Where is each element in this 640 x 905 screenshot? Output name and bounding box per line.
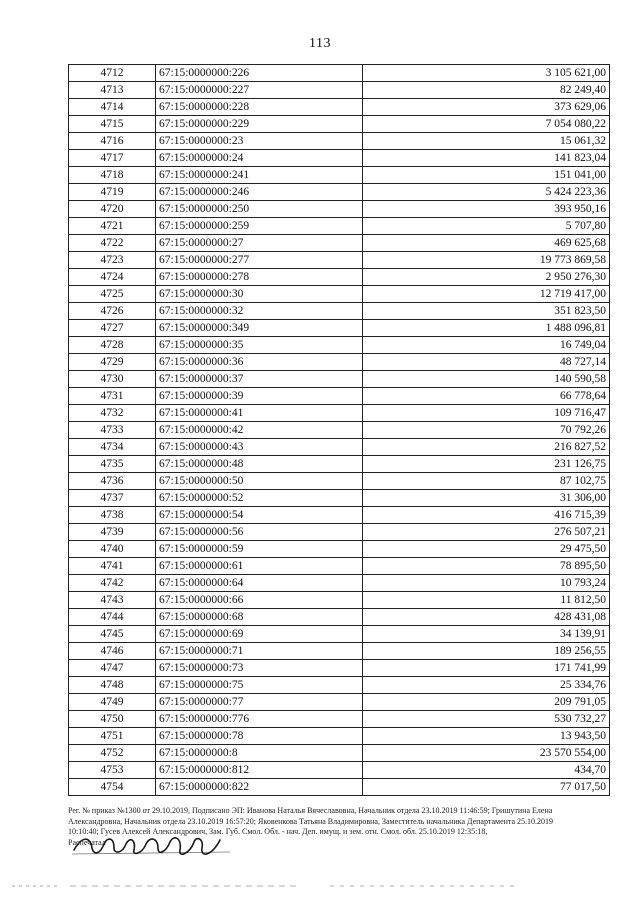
row-number-cell: 4745: [69, 626, 156, 643]
row-number-cell: 4753: [69, 762, 156, 779]
value-cell: 151 041,00: [363, 167, 610, 184]
cadastral-number-cell: 67:15:0000000:59: [156, 541, 363, 558]
row-number-cell: 4714: [69, 99, 156, 116]
cadastral-number-cell: 67:15:0000000:64: [156, 575, 363, 592]
value-cell: 171 741,99: [363, 660, 610, 677]
row-number-cell: 4731: [69, 388, 156, 405]
value-cell: 34 139,91: [363, 626, 610, 643]
value-cell: 25 334,76: [363, 677, 610, 694]
table-row: [69, 235, 610, 252]
row-number-cell: 4743: [69, 592, 156, 609]
row-number-cell: 4727: [69, 320, 156, 337]
value-cell: 82 249,40: [363, 82, 610, 99]
value-cell: 231 126,75: [363, 456, 610, 473]
row-number-cell: 4717: [69, 150, 156, 167]
cadastral-number-cell: 67:15:0000000:61: [156, 558, 363, 575]
table-row: [69, 541, 610, 558]
value-cell: 15 061,32: [363, 133, 610, 150]
table-row: [69, 354, 610, 371]
cadastral-number-cell: 67:15:0000000:812: [156, 762, 363, 779]
cadastral-number-cell: 67:15:0000000:77: [156, 694, 363, 711]
value-cell: 109 716,47: [363, 405, 610, 422]
cadastral-number-cell: 67:15:0000000:48: [156, 456, 363, 473]
cadastral-number-cell: 67:15:0000000:23: [156, 133, 363, 150]
value-cell: 11 812,50: [363, 592, 610, 609]
table-row: [69, 184, 610, 201]
cadastral-number-cell: 67:15:0000000:278: [156, 269, 363, 286]
table-row: [69, 575, 610, 592]
table-row: [69, 745, 610, 762]
table-row: [69, 286, 610, 303]
value-cell: 78 895,50: [363, 558, 610, 575]
row-number-cell: 4713: [69, 82, 156, 99]
value-cell: 530 732,27: [363, 711, 610, 728]
row-number-cell: 4724: [69, 269, 156, 286]
table-row: [69, 762, 610, 779]
cadastral-number-cell: 67:15:0000000:349: [156, 320, 363, 337]
table-row: [69, 201, 610, 218]
table-row: [69, 439, 610, 456]
handwritten-signature: [70, 830, 240, 860]
value-cell: 434,70: [363, 762, 610, 779]
cadastral-number-cell: 67:15:0000000:277: [156, 252, 363, 269]
table-row: [69, 609, 610, 626]
row-number-cell: 4734: [69, 439, 156, 456]
table-row: [69, 150, 610, 167]
table-row: [69, 388, 610, 405]
value-cell: 2 950 276,30: [363, 269, 610, 286]
cadastral-number-cell: 67:15:0000000:27: [156, 235, 363, 252]
value-cell: 469 625,68: [363, 235, 610, 252]
table-row: [69, 626, 610, 643]
row-number-cell: 4742: [69, 575, 156, 592]
table-row: [69, 371, 610, 388]
table-row: [69, 592, 610, 609]
row-number-cell: 4747: [69, 660, 156, 677]
table-row: [69, 252, 610, 269]
registry-table: [68, 64, 610, 796]
cadastral-number-cell: 67:15:0000000:52: [156, 490, 363, 507]
row-number-cell: 4737: [69, 490, 156, 507]
cadastral-number-cell: 67:15:0000000:30: [156, 286, 363, 303]
table-row: [69, 711, 610, 728]
value-cell: 393 950,16: [363, 201, 610, 218]
row-number-cell: 4754: [69, 779, 156, 796]
row-number-cell: 4736: [69, 473, 156, 490]
cadastral-number-cell: 67:15:0000000:229: [156, 116, 363, 133]
row-number-cell: 4752: [69, 745, 156, 762]
row-number-cell: 4716: [69, 133, 156, 150]
table-row: [69, 99, 610, 116]
cadastral-number-cell: 67:15:0000000:75: [156, 677, 363, 694]
value-cell: 141 823,04: [363, 150, 610, 167]
cadastral-number-cell: 67:15:0000000:776: [156, 711, 363, 728]
value-cell: 416 715,39: [363, 507, 610, 524]
row-number-cell: 4715: [69, 116, 156, 133]
row-number-cell: 4732: [69, 405, 156, 422]
row-number-cell: 4722: [69, 235, 156, 252]
row-number-cell: 4735: [69, 456, 156, 473]
value-cell: 16 749,04: [363, 337, 610, 354]
row-number-cell: 4749: [69, 694, 156, 711]
table-row: [69, 422, 610, 439]
row-number-cell: 4728: [69, 337, 156, 354]
value-cell: 13 943,50: [363, 728, 610, 745]
footer-line-2: Александровна, Начальник отдела 23.10.2019 16:57:20; Яковенкова Татьяна Владимировна, Заместитель начальника Департамента 25.10.2019: [68, 816, 554, 826]
cadastral-number-cell: 67:15:0000000:246: [156, 184, 363, 201]
table-row: [69, 694, 610, 711]
row-number-cell: 4729: [69, 354, 156, 371]
row-number-cell: 4733: [69, 422, 156, 439]
cadastral-number-cell: 67:15:0000000:71: [156, 643, 363, 660]
row-number-cell: 4723: [69, 252, 156, 269]
cadastral-number-cell: 67:15:0000000:73: [156, 660, 363, 677]
value-cell: 48 727,14: [363, 354, 610, 371]
cadastral-number-cell: 67:15:0000000:56: [156, 524, 363, 541]
value-cell: 70 792,26: [363, 422, 610, 439]
cadastral-number-cell: 67:15:0000000:35: [156, 337, 363, 354]
cadastral-number-cell: 67:15:0000000:41: [156, 405, 363, 422]
page-number: 113: [309, 36, 331, 51]
value-cell: 209 791,05: [363, 694, 610, 711]
cadastral-number-cell: 67:15:0000000:36: [156, 354, 363, 371]
row-number-cell: 4740: [69, 541, 156, 558]
cadastral-number-cell: 67:15:0000000:8: [156, 745, 363, 762]
table-row: [69, 524, 610, 541]
table-row: [69, 490, 610, 507]
value-cell: 1 488 096,81: [363, 320, 610, 337]
value-cell: 23 570 554,00: [363, 745, 610, 762]
table-row: [69, 643, 610, 660]
cadastral-number-cell: 67:15:0000000:259: [156, 218, 363, 235]
table-row: [69, 779, 610, 796]
row-number-cell: 4730: [69, 371, 156, 388]
table-row: [69, 303, 610, 320]
footer-line-1: Рег. № приказ №1300 от 29.10.2019, Подписано ЭП: Иванова Наталья Вячеславовна, Начальник отдела 23.10.2019 11:46:59; Гришутина Елена: [68, 806, 553, 815]
value-cell: 140 590,58: [363, 371, 610, 388]
table-row: [69, 405, 610, 422]
value-cell: 12 719 417,00: [363, 286, 610, 303]
cadastral-number-cell: 67:15:0000000:24: [156, 150, 363, 167]
table-row: [69, 507, 610, 524]
value-cell: 7 054 080,22: [363, 116, 610, 133]
footer-line-3: 10:10:40; Гусев Алексей Александрович, Зам. Губ. Смол. Обл. - нач. Деп. имущ. и зем. отн. Смол. обл. 25.10.2019 12:35:18,: [68, 827, 488, 836]
printed-by-label: Распечатал: [68, 837, 106, 847]
row-number-cell: 4741: [69, 558, 156, 575]
value-cell: 66 778,64: [363, 388, 610, 405]
value-cell: 10 793,24: [363, 575, 610, 592]
table-row: [69, 677, 610, 694]
row-number-cell: 4738: [69, 507, 156, 524]
cadastral-number-cell: 67:15:0000000:37: [156, 371, 363, 388]
row-number-cell: 4748: [69, 677, 156, 694]
value-cell: 276 507,21: [363, 524, 610, 541]
row-number-cell: 4739: [69, 524, 156, 541]
value-cell: 19 773 869,58: [363, 252, 610, 269]
value-cell: 351 823,50: [363, 303, 610, 320]
table-row: [69, 456, 610, 473]
value-cell: 87 102,75: [363, 473, 610, 490]
cadastral-number-cell: 67:15:0000000:822: [156, 779, 363, 796]
cadastral-number-cell: 67:15:0000000:78: [156, 728, 363, 745]
table-row: [69, 167, 610, 184]
row-number-cell: 4718: [69, 167, 156, 184]
row-number-cell: 4720: [69, 201, 156, 218]
cadastral-number-cell: 67:15:0000000:66: [156, 592, 363, 609]
row-number-cell: 4712: [69, 65, 156, 82]
cadastral-number-cell: 67:15:0000000:228: [156, 99, 363, 116]
table-row: [69, 337, 610, 354]
registry-table-body: [69, 65, 610, 796]
table-row: [69, 82, 610, 99]
row-number-cell: 4726: [69, 303, 156, 320]
cadastral-number-cell: 67:15:0000000:227: [156, 82, 363, 99]
table-row: [69, 320, 610, 337]
row-number-cell: 4751: [69, 728, 156, 745]
cadastral-number-cell: 67:15:0000000:43: [156, 439, 363, 456]
cadastral-number-cell: 67:15:0000000:250: [156, 201, 363, 218]
value-cell: 5 424 223,36: [363, 184, 610, 201]
value-cell: 77 017,50: [363, 779, 610, 796]
row-number-cell: 4744: [69, 609, 156, 626]
table-row: [69, 728, 610, 745]
row-number-cell: 4721: [69, 218, 156, 235]
cadastral-number-cell: 67:15:0000000:68: [156, 609, 363, 626]
value-cell: 189 256,55: [363, 643, 610, 660]
cadastral-number-cell: 67:15:0000000:32: [156, 303, 363, 320]
value-cell: 373 629,06: [363, 99, 610, 116]
table-row: [69, 65, 610, 82]
row-number-cell: 4725: [69, 286, 156, 303]
value-cell: 3 105 621,00: [363, 65, 610, 82]
table-row: [69, 660, 610, 677]
table-row: [69, 558, 610, 575]
cadastral-number-cell: 67:15:0000000:50: [156, 473, 363, 490]
scan-artifact-line: [0, 884, 640, 888]
table-row: [69, 473, 610, 490]
cadastral-number-cell: 67:15:0000000:42: [156, 422, 363, 439]
cadastral-number-cell: 67:15:0000000:54: [156, 507, 363, 524]
cadastral-number-cell: 67:15:0000000:241: [156, 167, 363, 184]
value-cell: 216 827,52: [363, 439, 610, 456]
row-number-cell: 4750: [69, 711, 156, 728]
value-cell: 5 707,80: [363, 218, 610, 235]
cadastral-number-cell: 67:15:0000000:226: [156, 65, 363, 82]
cadastral-number-cell: 67:15:0000000:69: [156, 626, 363, 643]
table-row: [69, 218, 610, 235]
value-cell: 31 306,00: [363, 490, 610, 507]
row-number-cell: 4719: [69, 184, 156, 201]
table-row: [69, 269, 610, 286]
table-row: [69, 116, 610, 133]
value-cell: 29 475,50: [363, 541, 610, 558]
value-cell: 428 431,08: [363, 609, 610, 626]
table-row: [69, 133, 610, 150]
cadastral-number-cell: 67:15:0000000:39: [156, 388, 363, 405]
row-number-cell: 4746: [69, 643, 156, 660]
